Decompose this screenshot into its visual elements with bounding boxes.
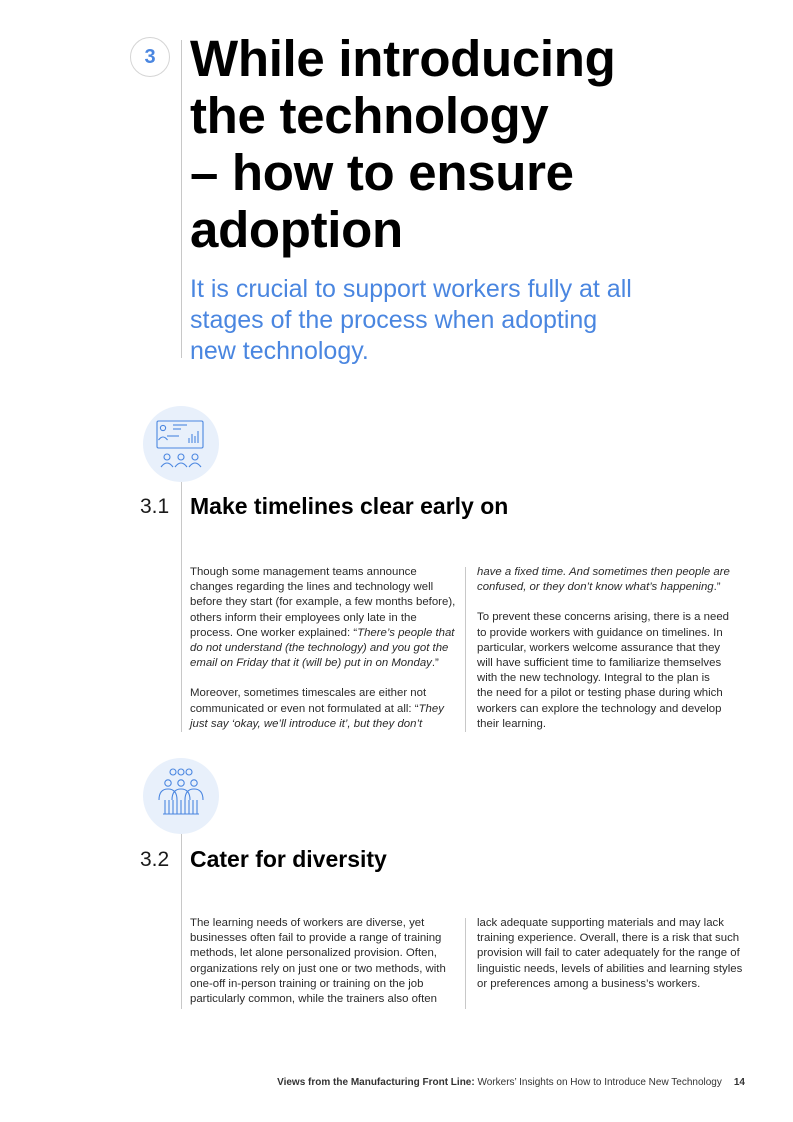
text-line: will have sufficient time to familiarize themselves xyxy=(477,657,722,670)
quote-text: do not understand (the technology) and you got the xyxy=(190,642,449,655)
text-line: before they start (for example, a few months before), xyxy=(190,596,456,609)
section-title: Make timelines clear early on xyxy=(190,493,509,519)
quote-text: email on Friday that it (will be) put in on Monday xyxy=(190,657,432,670)
text-line: particular, workers welcome assurance that they xyxy=(477,641,721,654)
section-title: Cater for diversity xyxy=(190,846,387,872)
section-3-2-rule xyxy=(181,833,182,1009)
chapter-title xyxy=(190,30,710,258)
text-line: with the new technology. Integral to the plan is xyxy=(477,672,710,685)
text-line xyxy=(190,702,462,717)
text-line xyxy=(190,656,462,671)
text-line: The learning needs of workers are diverse, yet xyxy=(190,917,425,929)
paragraph xyxy=(190,565,462,671)
footer-publication-title: Views from the Manufacturing Front Line: xyxy=(277,1077,475,1088)
text-line: businesses often fail to provide a range of training xyxy=(190,932,442,945)
text-line: organizations rely on just one or two methods, with xyxy=(190,962,446,975)
paragraph xyxy=(190,916,462,1007)
page-number: 14 xyxy=(733,1077,745,1088)
section-3-2-left-column xyxy=(190,916,462,1022)
quote-text: They xyxy=(418,702,444,715)
text-line: workers can explore the technology and develop xyxy=(477,702,722,715)
text-line: to provide workers with guidance on timelines. In xyxy=(477,626,723,639)
chapter-number-badge: 3 xyxy=(130,37,170,77)
section-number: 3.1 xyxy=(140,495,170,518)
paragraph xyxy=(477,916,757,992)
text-line: or preferences among a business’s workers. xyxy=(477,977,701,990)
text-line: training experience. Overall, there is a risk that such xyxy=(477,932,740,945)
quote-text: There’s people that xyxy=(357,626,455,639)
subtitle-line: new technology. xyxy=(190,337,369,365)
section-3-1-rule xyxy=(181,482,182,732)
text-line: the need for a pilot or testing phase during which xyxy=(477,687,723,700)
text-line: others inform their employees only late in the xyxy=(190,611,417,624)
text-line xyxy=(190,626,462,641)
text-line: Moreover, sometimes timescales are either not xyxy=(190,687,427,700)
title-line: – how to ensure xyxy=(190,144,574,201)
text-line xyxy=(477,580,757,595)
paragraph xyxy=(477,565,757,595)
text-line: To prevent these concerns arising, there is a need xyxy=(477,611,730,624)
section-3-2-column-rule xyxy=(465,918,466,1009)
title-line: the technology xyxy=(190,87,549,144)
text: .” xyxy=(431,657,439,670)
text-line: their learning. xyxy=(477,717,547,730)
quote-text: just say ‘okay, we’ll introduce it’, but they don’t xyxy=(190,717,423,730)
title-line: adoption xyxy=(190,201,403,258)
title-line: While introducing xyxy=(190,30,616,87)
text-line: Though some management teams announce xyxy=(190,566,417,578)
text-line: linguistic needs, levels of abilities and learning styles xyxy=(477,962,743,975)
paragraph xyxy=(190,686,462,732)
page-footer xyxy=(277,1077,745,1088)
section-3-2-right-column xyxy=(477,916,757,1007)
text: process. One worker explained: “ xyxy=(190,626,358,639)
presentation-training-icon xyxy=(143,406,219,482)
chapter-subtitle xyxy=(190,274,690,367)
diverse-group-icon xyxy=(143,758,219,834)
text-line: particularly common, while the trainers also often xyxy=(190,993,437,1006)
subtitle-line: It is crucial to support workers fully at all xyxy=(190,275,632,303)
quote-text: confused, or they don’t know what’s happening xyxy=(477,581,714,594)
text: .” xyxy=(713,581,721,594)
title-rule xyxy=(181,40,182,358)
section-3-1-column-rule xyxy=(465,567,466,732)
text-line: one-off in-person training or training on the job xyxy=(190,977,424,990)
quote-text: have a fixed time. And sometimes then people are xyxy=(477,566,730,578)
text-line: provision will fail to cater adequately for the range of xyxy=(477,947,740,960)
text-line: methods, let alone personalized provision. Often, xyxy=(190,947,437,960)
text-line: lack adequate supporting materials and may lack xyxy=(477,917,724,929)
section-3-1-right-column xyxy=(477,565,757,747)
text-line: changes regarding the lines and technology well xyxy=(190,581,434,594)
section-number: 3.2 xyxy=(140,848,170,871)
paragraph xyxy=(477,610,757,732)
text: communicated or even not formulated at all: “ xyxy=(190,702,419,715)
subtitle-line: stages of the process when adopting xyxy=(190,306,598,334)
section-3-1-left-column xyxy=(190,565,462,747)
footer-subtitle: Workers’ Insights on How to Introduce New Technology xyxy=(474,1077,722,1088)
